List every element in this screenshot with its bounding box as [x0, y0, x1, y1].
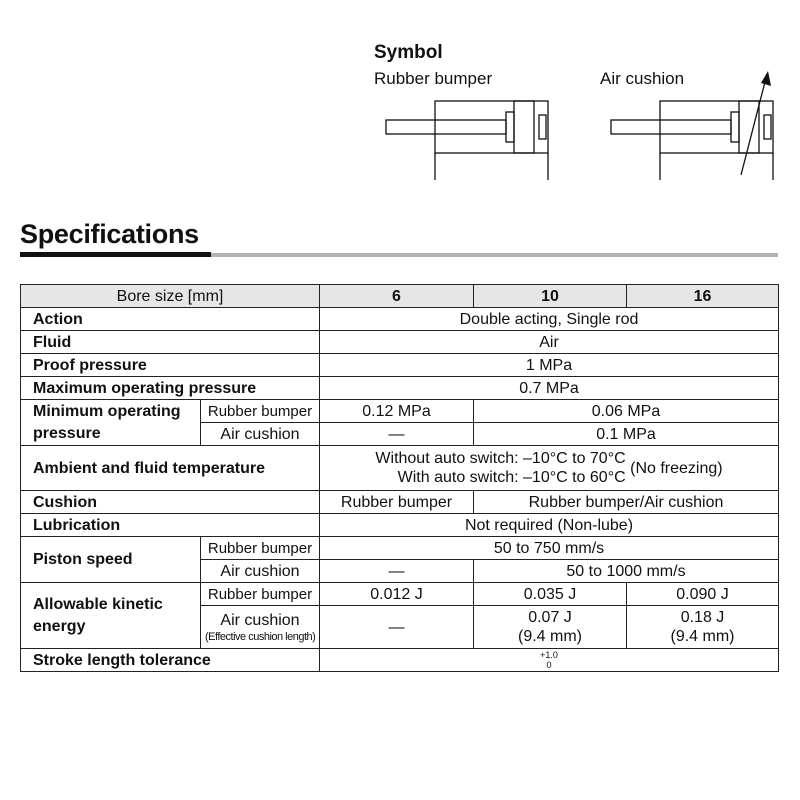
- piston-speed-air-6: —: [320, 560, 474, 583]
- table-row: [21, 649, 779, 672]
- piston-speed-air-label: Air cushion: [201, 560, 320, 583]
- fluid-value: Air: [320, 331, 779, 354]
- table-row: [21, 514, 779, 537]
- piston-speed-label: Piston speed: [21, 537, 201, 583]
- table-header-row: [21, 285, 779, 308]
- temperature-note: (No freezing): [630, 459, 723, 477]
- kinetic-air-10: [474, 606, 627, 649]
- bore-6-header: 6: [320, 285, 474, 308]
- piston-speed-air-10-16: 50 to 1000 mm/s: [474, 560, 779, 583]
- stroke-tolerance-value: [320, 649, 779, 672]
- table-row: [21, 308, 779, 331]
- min-pressure-rubber-10-16: 0.06 MPa: [474, 400, 779, 423]
- min-pressure-rubber-6: 0.12 MPa: [320, 400, 474, 423]
- min-pressure-air-10-16: 0.1 MPa: [474, 423, 779, 446]
- kinetic-air-6: —: [320, 606, 474, 649]
- kinetic-air-label-main: Air cushion: [220, 611, 300, 629]
- kinetic-energy-label: [21, 583, 201, 649]
- specifications-title: Specifications: [20, 219, 199, 249]
- kinetic-air-16: [627, 606, 779, 649]
- lubrication-label: Lubrication: [21, 514, 320, 537]
- stroke-tolerance-upper: +1.0: [540, 650, 558, 660]
- min-pressure-label-line2: pressure: [33, 424, 101, 442]
- proof-pressure-label: Proof pressure: [21, 354, 320, 377]
- kinetic-air-16-len: (9.4 mm): [670, 628, 735, 645]
- kinetic-rubber-label: Rubber bumper: [201, 583, 320, 606]
- kinetic-air-label: [201, 606, 320, 649]
- max-pressure-value: 0.7 MPa: [320, 377, 779, 400]
- title-underline-black: [20, 252, 211, 257]
- table-row: [21, 331, 779, 354]
- action-value: Double acting, Single rod: [320, 308, 779, 331]
- stroke-tolerance-lower: 0: [546, 660, 552, 670]
- proof-pressure-value: 1 MPa: [320, 354, 779, 377]
- cushion-10-16: Rubber bumper/Air cushion: [474, 491, 779, 514]
- min-pressure-label: [21, 400, 201, 446]
- kinetic-air-16-j: 0.18 J: [680, 609, 725, 626]
- table-row: [21, 354, 779, 377]
- bore-16-header: 16: [627, 285, 779, 308]
- kinetic-energy-label-line2: energy: [33, 617, 86, 635]
- table-row: [21, 537, 779, 560]
- action-label: Action: [21, 308, 320, 331]
- min-pressure-label-line1: Minimum operating: [33, 402, 181, 420]
- min-pressure-rubber-label: Rubber bumper: [201, 400, 320, 423]
- rubber-bumper-cylinder-symbol: [386, 101, 548, 180]
- kinetic-rubber-16: 0.090 J: [627, 583, 779, 606]
- air-cushion-cylinder-symbol: [611, 78, 773, 180]
- max-pressure-label: Maximum operating pressure: [21, 377, 320, 400]
- air-cushion-symbol-label: Air cushion: [600, 69, 685, 88]
- table-row: [21, 400, 779, 423]
- kinetic-air-10-j: 0.07 J: [528, 609, 572, 626]
- min-pressure-air-label: Air cushion: [201, 423, 320, 446]
- cushion-label: Cushion: [21, 491, 320, 514]
- cushion-6: Rubber bumper: [320, 491, 474, 514]
- table-row: [21, 377, 779, 400]
- table-row: [21, 446, 779, 491]
- min-pressure-air-6: —: [320, 423, 474, 446]
- temperature-line1: Without auto switch: –10°C to 70°C: [375, 450, 626, 467]
- bore-size-header: Bore size [mm]: [21, 285, 320, 308]
- cylinder-symbols: [0, 0, 800, 200]
- kinetic-energy-label-line1: Allowable kinetic: [33, 595, 163, 613]
- lubrication-value: Not required (Non-lube): [320, 514, 779, 537]
- kinetic-rubber-10: 0.035 J: [474, 583, 627, 606]
- piston-speed-rubber-label: Rubber bumper: [201, 537, 320, 560]
- title-underline-grey: [211, 253, 778, 257]
- kinetic-air-label-sub: (Effective cushion length): [205, 630, 316, 643]
- specifications-table: [20, 284, 779, 672]
- arrow-head-icon: [761, 71, 771, 86]
- kinetic-rubber-6: 0.012 J: [320, 583, 474, 606]
- stroke-tolerance-label: Stroke length tolerance: [21, 649, 320, 672]
- symbol-title: Symbol: [374, 42, 443, 63]
- temperature-value: [320, 446, 779, 491]
- temperature-label: Ambient and fluid temperature: [21, 446, 320, 491]
- kinetic-air-10-len: (9.4 mm): [518, 628, 582, 645]
- temperature-line2: With auto switch: –10°C to 60°C: [397, 469, 626, 486]
- fluid-label: Fluid: [21, 331, 320, 354]
- bore-10-header: 10: [474, 285, 627, 308]
- table-row: [21, 583, 779, 606]
- piston-speed-rubber-value: 50 to 750 mm/s: [320, 537, 779, 560]
- table-row: [21, 491, 779, 514]
- rubber-bumper-symbol-label: Rubber bumper: [374, 69, 493, 88]
